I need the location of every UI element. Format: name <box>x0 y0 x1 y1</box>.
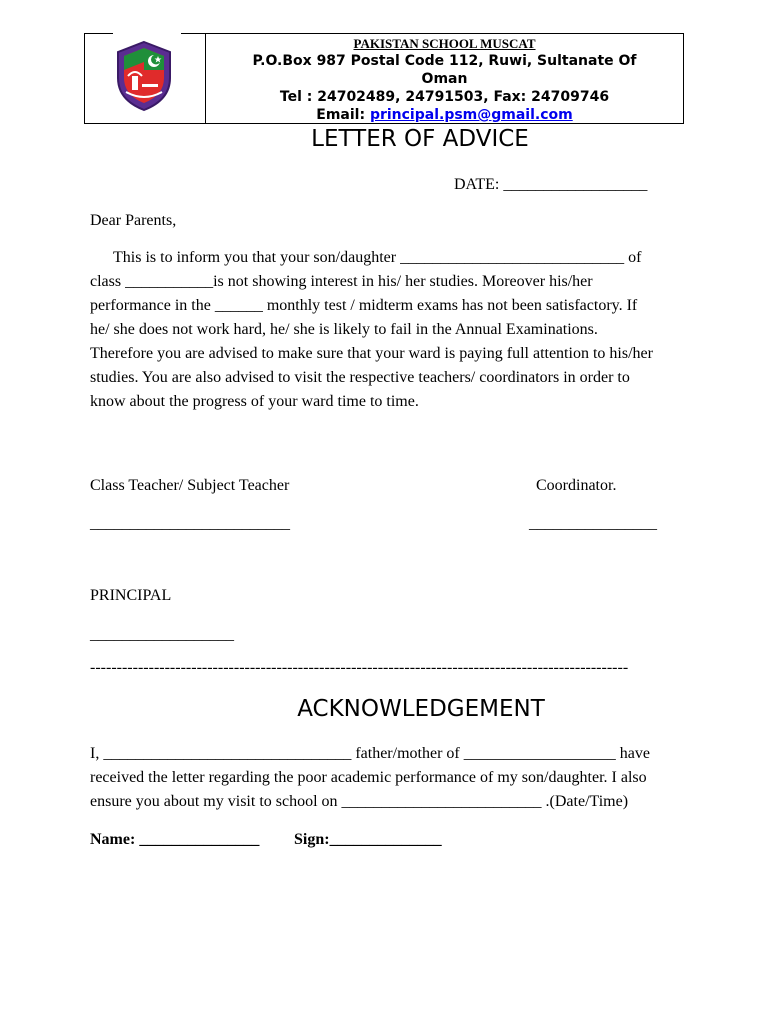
email-label: Email: <box>316 107 366 123</box>
class-teacher-label: Class Teacher/ Subject Teacher <box>90 477 290 494</box>
sign-field: Sign:______________ <box>294 831 442 848</box>
principal-signature-line: __________________ <box>90 626 234 643</box>
school-crest-icon <box>114 40 174 112</box>
coordinator-signature-line: ________________ <box>529 515 657 532</box>
body-line: Therefore you are advised to make sure that your ward is paying full attention to his/her <box>90 345 653 362</box>
name-field: Name: _______________ <box>90 831 260 848</box>
ack-line: ensure you about my visit to school on _________________________ .(Date/Time) <box>90 793 629 810</box>
date-field: DATE: __________________ <box>454 176 648 193</box>
ack-line: I, _______________________________ father/mother of ___________________ have <box>90 745 650 762</box>
salutation: Dear Parents, <box>90 212 177 229</box>
address-line-2: Oman <box>421 71 468 87</box>
letter-title: LETTER OF ADVICE <box>311 126 529 152</box>
body-line: This is to inform you that your son/daughter ____________________________ of <box>113 249 642 266</box>
school-name: PAKISTAN SCHOOL MUSCAT <box>353 36 536 51</box>
body-line: performance in the ______ monthly test / midterm exams has not been satisfactory. If <box>90 297 638 314</box>
ack-line: received the letter regarding the poor academic performance of my son/daughter. I also <box>90 769 647 786</box>
letter-body <box>90 246 715 414</box>
email-link[interactable]: principal.psm@gmail.com <box>369 107 573 123</box>
class-teacher-signature-line: _________________________ <box>90 515 290 532</box>
body-line: know about the progress of your ward time to time. <box>90 393 419 410</box>
coordinator-label: Coordinator. <box>536 477 617 494</box>
phone-line: Tel : 24702489, 24791503, Fax: 24709746 <box>279 89 610 105</box>
letterhead-text <box>206 34 683 124</box>
body-line: he/ she does not work hard, he/ she is likely to fail in the Annual Examinations. <box>90 321 598 338</box>
email-line <box>206 106 683 124</box>
logo-cell <box>85 34 206 123</box>
body-line: class ___________is not showing interest in his/ her studies. Moreover his/her <box>90 273 593 290</box>
cut-line-separator: ----------------------------------------------------------------------------------------------------- <box>90 659 629 676</box>
address-line: P.O.Box 987 Postal Code 112, Ruwi, Sultanate Of <box>252 53 637 69</box>
principal-label: PRINCIPAL <box>90 587 172 604</box>
letterhead <box>84 33 684 124</box>
body-line: studies. You are also advised to visit the respective teachers/ coordinators in order to <box>90 369 630 386</box>
acknowledgement-body <box>90 742 715 814</box>
acknowledgement-title: ACKNOWLEDGEMENT <box>297 696 545 722</box>
